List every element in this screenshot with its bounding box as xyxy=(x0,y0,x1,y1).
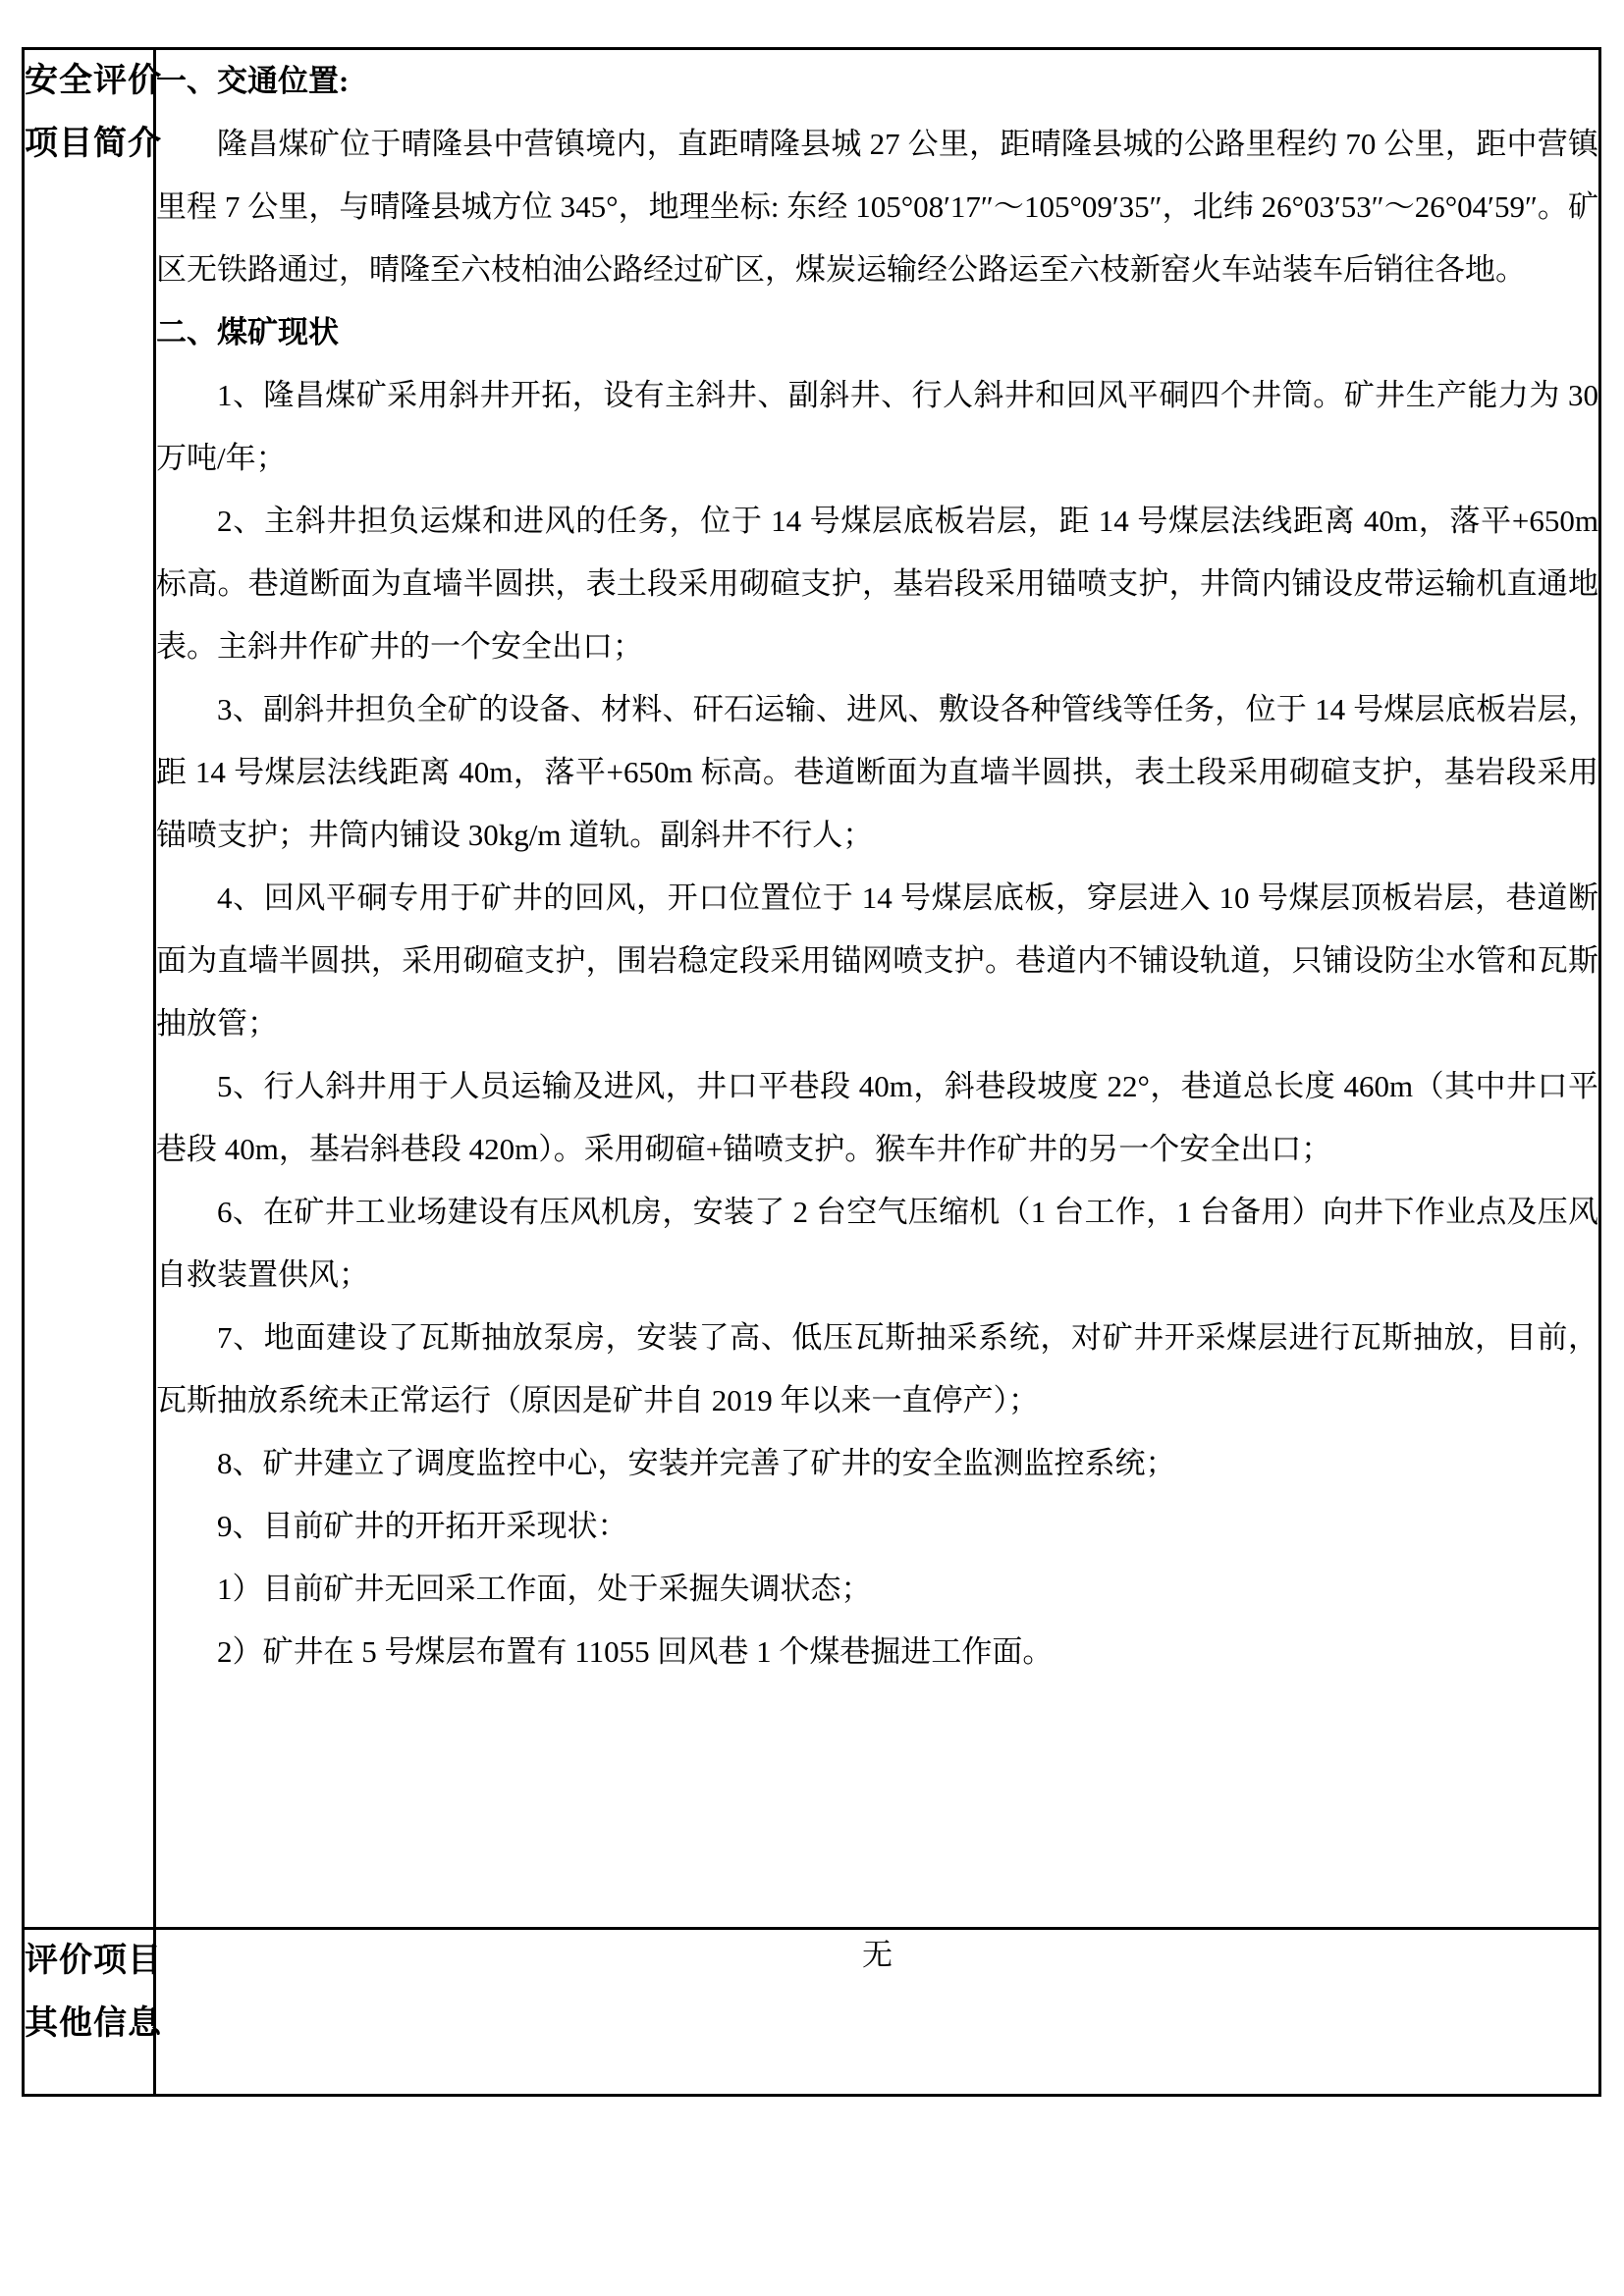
other-info-content-cell xyxy=(155,1929,1600,2096)
paragraph: 2、主斜井担负运煤和进风的任务，位于 14 号煤层底板岩层，距 14 号煤层法线距离 40m，落平+650m 标高。巷道断面为直墙半圆拱，表土段采用砌碹支护，基岩段采用锚喷支护，井筒内铺设皮带运输机直通地表。主斜井作矿井的一个安全出口； xyxy=(156,504,1598,664)
section-heading: 二、煤矿现状 xyxy=(156,315,339,349)
paragraph: 隆昌煤矿位于晴隆县中营镇境内，直距晴隆县城 27 公里，距晴隆县城的公路里程约 70 公里，距中营镇里程 7 公里，与晴隆县城方位 345°，地理坐标: 东经 105°08′17″～105°09′35″，北纬 26°03′53″～26°04′59″。矿区无铁路通过，晴隆至六枝柏油公路经过矿区，煤炭运输经公路运至六枝新窑火车站装车后销往各地。 xyxy=(156,127,1598,287)
row-label-line: 其他信息 xyxy=(25,2005,162,2042)
paragraph: 2）矿井在 5 号煤层布置有 11055 回风巷 1 个煤巷掘进工作面。 xyxy=(217,1634,1054,1669)
paragraph: 1）目前矿井无回采工作面，处于采掘失调状态； xyxy=(217,1572,872,1606)
other-info-value: 无 xyxy=(862,1938,893,1972)
paragraph: 4、回风平硐专用于矿井的回风，开口位置位于 14 号煤层底板，穿层进入 10 号煤层顶板岩层，巷道断面为直墙半圆拱，采用砌碹支护，围岩稳定段采用锚网喷支护。巷道内不铺设轨道，只铺设防尘水管和瓦斯抽放管； xyxy=(156,881,1598,1041)
row-label-safety-evaluation-intro xyxy=(24,49,162,1929)
paragraph: 5、行人斜井用于人员运输及进风，井口平巷段 40m，斜巷段坡度 22°，巷道总长度 460m（其中井口平巷段 40m，基岩斜巷段 420m）。采用砌碹+锚喷支护。猴车井作矿井的另一个安全出口； xyxy=(156,1069,1598,1166)
paragraph: 7、地面建设了瓦斯抽放泵房，安装了高、低压瓦斯抽采系统，对矿井开采煤层进行瓦斯抽放，目前，瓦斯抽放系统未正常运行（原因是矿井自 2019 年以来一直停产）； xyxy=(156,1320,1598,1417)
table-row-other-info xyxy=(24,1929,1600,2096)
paragraph: 9、目前矿井的开拓开采现状： xyxy=(217,1509,628,1543)
project-intro-content-cell xyxy=(155,49,1600,1929)
project-intro-sections xyxy=(156,50,1598,1683)
paragraph: 8、矿井建立了调度监控中心，安装并完善了矿井的安全监测监控系统； xyxy=(217,1446,1176,1480)
paragraph: 6、在矿井工业场建设有压风机房，安装了 2 台空气压缩机（1 台工作，1 台备用）向井下作业点及压风自救装置供风； xyxy=(156,1195,1598,1292)
paragraph: 3、副斜井担负全矿的设备、材料、矸石运输、进风、敷设各种管线等任务，位于 14 号煤层底板岩层，距 14 号煤层法线距离 40m，落平+650m 标高。巷道断面为直墙半圆拱，表土段采用砌碹支护，基岩段采用锚喷支护；井筒内铺设 30kg/m 道轨。副斜井不行人； xyxy=(156,692,1598,852)
section-heading: 一、交通位置: xyxy=(156,64,350,98)
paragraph: 1、隆昌煤矿采用斜井开拓，设有主斜井、副斜井、行人斜井和回风平硐四个井筒。矿井生产能力为 30 万吨/年； xyxy=(156,378,1598,475)
row-label-line: 安全评价 xyxy=(25,63,162,99)
row-label-line: 项目简介 xyxy=(25,126,162,162)
table-row-project-intro xyxy=(24,49,1600,1929)
evaluation-table xyxy=(22,47,1601,2097)
row-label-line: 评价项目 xyxy=(25,1943,162,1979)
row-label-other-info xyxy=(24,1929,162,2096)
